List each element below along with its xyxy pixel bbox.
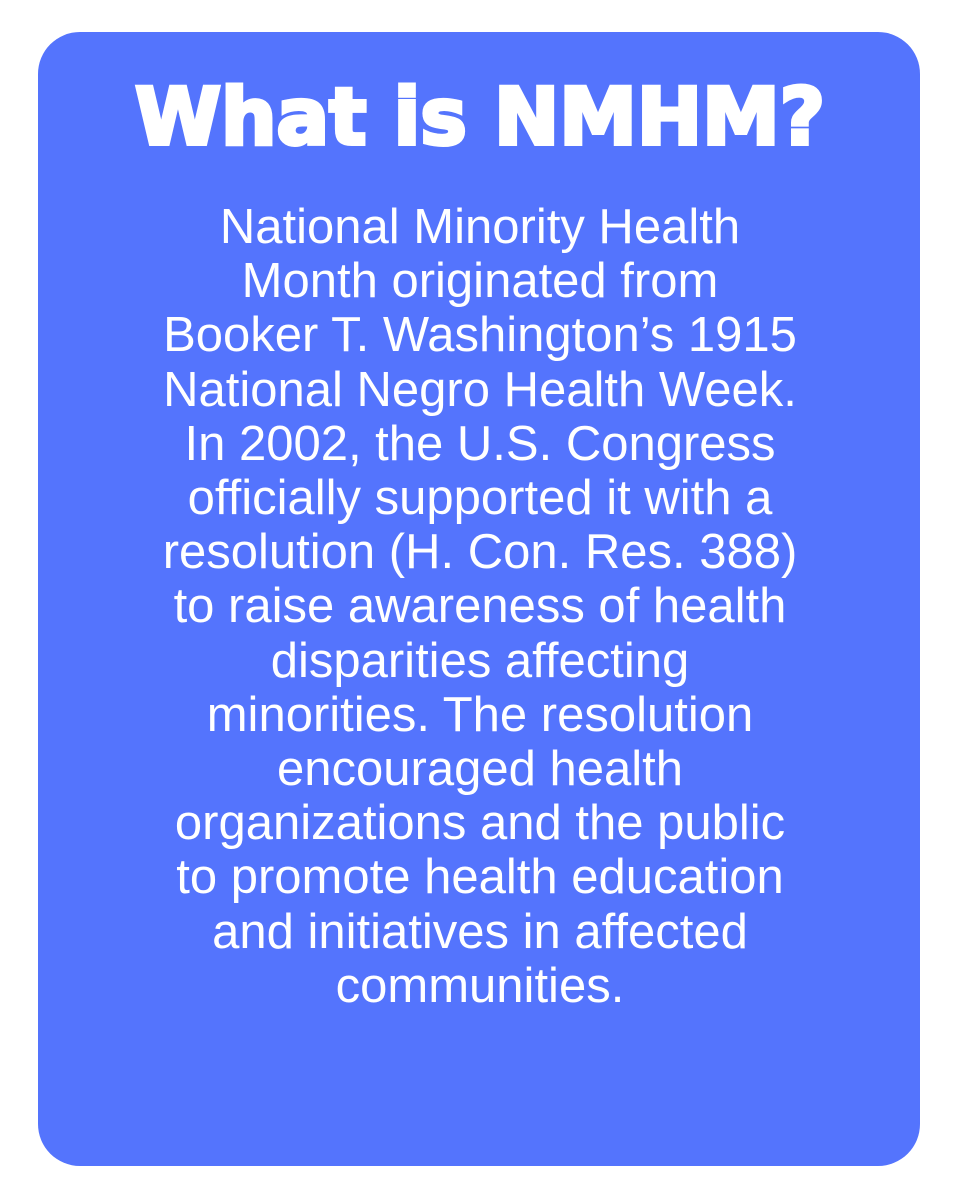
paragraph-line: communities.	[335, 958, 625, 1013]
paragraph-line: Month originated from	[241, 254, 719, 309]
paragraph-line: In 2002, the U.S. Congress	[184, 416, 776, 471]
paragraph-line: encouraged health	[277, 742, 683, 797]
paragraph-line: officially supported it with a	[187, 471, 773, 526]
paragraph-line: National Minority Health	[219, 200, 741, 254]
paragraph-line: minorities. The resolution	[206, 687, 754, 742]
description-paragraph	[60, 200, 900, 1013]
page-title: What is NMHM?	[134, 73, 825, 163]
paragraph-line: National Negro Health Week.	[163, 362, 797, 417]
paragraph-line: disparities affecting	[270, 633, 690, 688]
paragraph-line: to promote health education	[176, 850, 784, 905]
paragraph-line: organizations and the public	[174, 796, 786, 851]
paragraph-line: resolution (H. Con. Res. 388)	[162, 525, 798, 580]
paragraph-line: and initiatives in affected	[212, 904, 748, 959]
paragraph-line: to raise awareness of health	[173, 579, 787, 634]
paragraph-line: Booker T. Washington’s 1915	[163, 308, 797, 363]
